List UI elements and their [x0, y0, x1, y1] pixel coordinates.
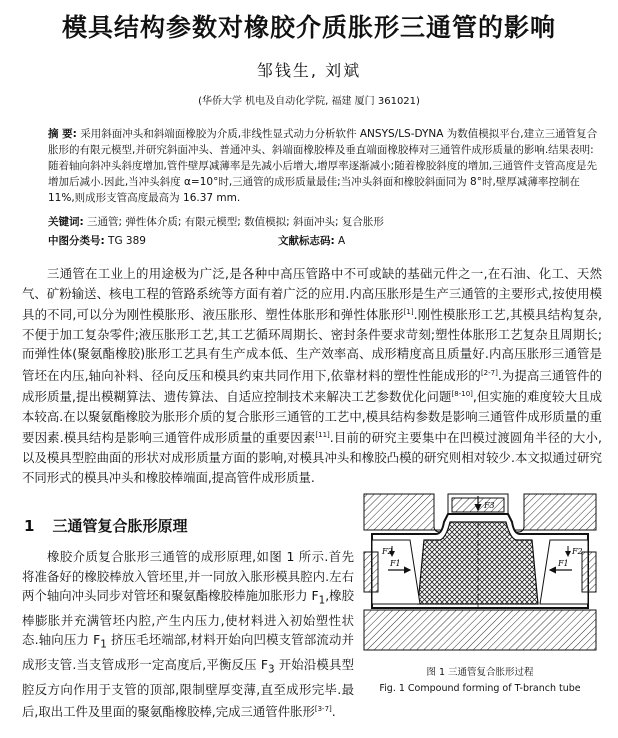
intro-paragraph — [22, 264, 602, 487]
subscript: 1 — [318, 594, 326, 607]
section-text-2: ,橡胶棒膨胀并充满管坯内腔,产生内压力,使材料进入初始塑性状态.轴向压力 F — [22, 588, 354, 648]
section-text-3: 挤压毛坯端部,材料开始向凹模支管部流动并成形支管.当支管成形一定高度后,平衡反压 F — [22, 632, 354, 673]
section-paragraph — [22, 547, 354, 722]
section-title: 三通管复合胀形原理 — [52, 517, 188, 535]
abstract — [48, 126, 600, 206]
section-text-5: . — [331, 704, 336, 720]
clc-label: 中图分类号: — [48, 235, 105, 247]
citation: [8-10] — [451, 390, 473, 399]
keywords-text: 三通管; 弹性体介质; 有限元模型; 数值模拟; 斜面冲头; 复合胀形 — [87, 216, 384, 228]
label-f2-left: F2 — [382, 547, 393, 556]
forming-diagram — [362, 492, 598, 652]
subscript: 1 — [100, 638, 107, 651]
doc-code-value: A — [338, 235, 346, 247]
figure-caption-en: Fig. 1 Compound forming of T-branch tube — [379, 683, 581, 694]
figure-caption-cn: 图 1 三通管复合胀形过程 — [426, 667, 534, 678]
paper-affiliation: (华侨大学 机电及自动化学院, 福建 厦门 361021) — [198, 96, 420, 107]
doc-code-label: 文献标志码: — [278, 235, 335, 247]
abstract-label: 摘 要: — [48, 128, 77, 140]
right-punch-stem — [582, 552, 596, 592]
intro-text-1: 三通管在工业上的用途极为广泛,是各种中高压管路中不可或缺的基础元件之一,在石油、化工、天然气、矿粉输送、核电工程的管路系统等方面有着广泛的应用.内高压胀形是生产三通管的主要形式,按使用模具的不同,可以分为刚性模胀形、液压胀形、塑性体胀形和弹性体胀形 — [22, 266, 602, 323]
paper-title: 模具结构参数对橡胶介质胀形三通管的影响 — [61, 13, 556, 42]
paper-authors: 邹钱生, 刘斌 — [256, 61, 362, 80]
keywords — [48, 214, 608, 229]
citation: [3-7] — [314, 704, 332, 713]
section-text-4: 开始沿模具型腔反方向作用于支管的顶部,限制壁厚变薄,直至成形完毕.最后,取出工件及里面的聚氨酯橡胶棒,完成三通管件胀形 — [22, 657, 354, 720]
label-f1-right: F1 — [558, 559, 569, 568]
section-text-1: 橡胶介质复合胀形三通管的成形原理,如图 1 所示.首先将准备好的橡胶棒放入管坯里,并一同放入胀形模具腔内.左右两个轴向冲头同步对管坯和聚氨酯橡胶棒施加胀形力 F — [22, 549, 354, 603]
section-heading — [24, 515, 187, 536]
intro-text-4: ,但实施的难度较大且成本较高.在以聚氨酯橡胶为胀形介质的复合胀形三通管的工艺中,模具结构参数是影响三通管件成形质量的重要因素.模具结构是影响三通管件成形质量的重要因素 — [22, 389, 602, 446]
abstract-text: 采用斜面冲头和斜端面橡胶为介质,非线性显式动力分析软件 ANSYS/LS-DYNA 为数值模拟平台,建立三通管复合胀形的有限元模型,并研究斜面冲头、普通冲头、斜端面橡胶棒及垂直端面橡胶棒对三通管件成形质量的影响.结果表明:随着轴向斜冲头斜度增加,管件壁厚减薄率是先减小后增大,增厚率逐渐减小;随着橡胶斜度的增加,三通管件支管高度是先增加后减小.因此,当冲头斜度 α=10°时,三通管的成形质量最佳;当冲头斜面和橡胶斜面同为 8°时,壁厚减薄率控制在 11%,则成形支管高度最高为 16.37 mm. — [48, 128, 598, 204]
doc-code — [278, 233, 345, 248]
subscript: 3 — [267, 663, 275, 676]
intro-text-2: .刚性模胀形工艺,其模具结构复杂,不便于加工复杂零件;液压胀形工艺,其工艺循环周期长、密封条件要求苛刻;塑性体胀形工艺复杂且周期长;而弹性体(聚氨酯橡胶)胀形工艺具有生产成本低、生产效率高、成形精度高且质量好.内高压胀形三通管是管坯在内压,轴向补料、径向反压和模具约束共同作用下,依靠材料的塑性性能成形的 — [22, 307, 602, 383]
intro-text-5: .目前的研究主要集中在凹模过渡圆角半径的大小,以及模具型腔曲面的形状对成形质量方面的影响,对模具冲头和橡胶凸模的研究则相对较少.本文拟通过研究不同形式的模具冲头和橡胶棒端面,提高管件成形质量. — [22, 430, 602, 485]
citation: [1] — [403, 308, 414, 316]
citation: [2-7] — [480, 368, 498, 377]
label-f1-left: F1 — [390, 559, 401, 568]
citation: [11] — [315, 431, 330, 440]
label-f2-right: F2 — [572, 547, 583, 556]
lower-die — [364, 610, 596, 650]
classification — [48, 233, 608, 248]
clc-value: TG 389 — [108, 235, 146, 247]
left-punch-stem — [364, 552, 378, 592]
label-f3: F3 — [484, 501, 495, 510]
section-number: 1 — [24, 517, 35, 535]
intro-text-3: .为提高三通管件的成形质量,提出模糊算法、遗传算法、自适应控制技术来解决工艺参数优化问题 — [22, 367, 602, 405]
keywords-label: 关键词: — [48, 216, 84, 228]
